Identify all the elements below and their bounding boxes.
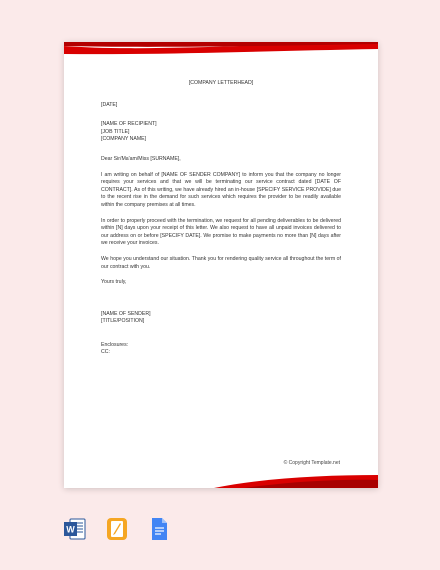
svg-text:W: W	[66, 524, 75, 535]
document-page	[64, 42, 378, 488]
closing: Yours truly,	[101, 279, 127, 286]
paragraph: We hope you understand our situation. Thank you for rendering quality service all throughout the term of our contract with you.	[101, 255, 341, 270]
sender-title: [TITLE/POSITION]	[101, 318, 145, 325]
pages-icon[interactable]	[106, 517, 128, 541]
cc: CC:	[101, 349, 110, 356]
paragraph: In order to properly proceed with the termination, we request for all pending deliverables to be delivered within [N] days upon your receipt of this letter. We also request to have all unpaid invoices delivered to our address on or before [SPECIFY DATE]. We promise to make payments no more than [N] days after we receive your invoices.	[101, 217, 341, 247]
google-docs-icon[interactable]	[148, 517, 170, 541]
recipient-job-title: [JOB TITLE]	[101, 128, 130, 135]
recipient-company: [COMPANY NAME]	[101, 136, 147, 143]
copyright: © Copyright Template.net	[283, 460, 340, 466]
company-letterhead: [COMPANY LETTERHEAD]	[188, 80, 254, 86]
top-red-band	[64, 42, 378, 56]
salutation: Dear Sir/Ma'am/Miss [SURNAME],	[101, 155, 181, 162]
letter-date: [DATE]	[101, 101, 118, 108]
word-icon[interactable]	[64, 517, 86, 541]
bottom-red-band	[64, 472, 378, 488]
paragraph: I am writing on behalf of [NAME OF SENDER COMPANY] to inform you that the company no longer requires your services and that we will be terminating our service contract dated [DATE OF CONTRACT]. As of this writing, we have already hired an in-house [SPECIFY SERVICE PROVIDE] due to the recent rise in the demand for such services which requires the provider to be readily available within the company premises at all times.	[101, 171, 341, 208]
app-icons	[64, 517, 170, 541]
sender-name: [NAME OF SENDER]	[101, 310, 151, 317]
enclosures: Enclosures:	[101, 341, 129, 348]
recipient-name: [NAME OF RECIPIENT]	[101, 121, 157, 128]
letter-body	[101, 80, 341, 357]
